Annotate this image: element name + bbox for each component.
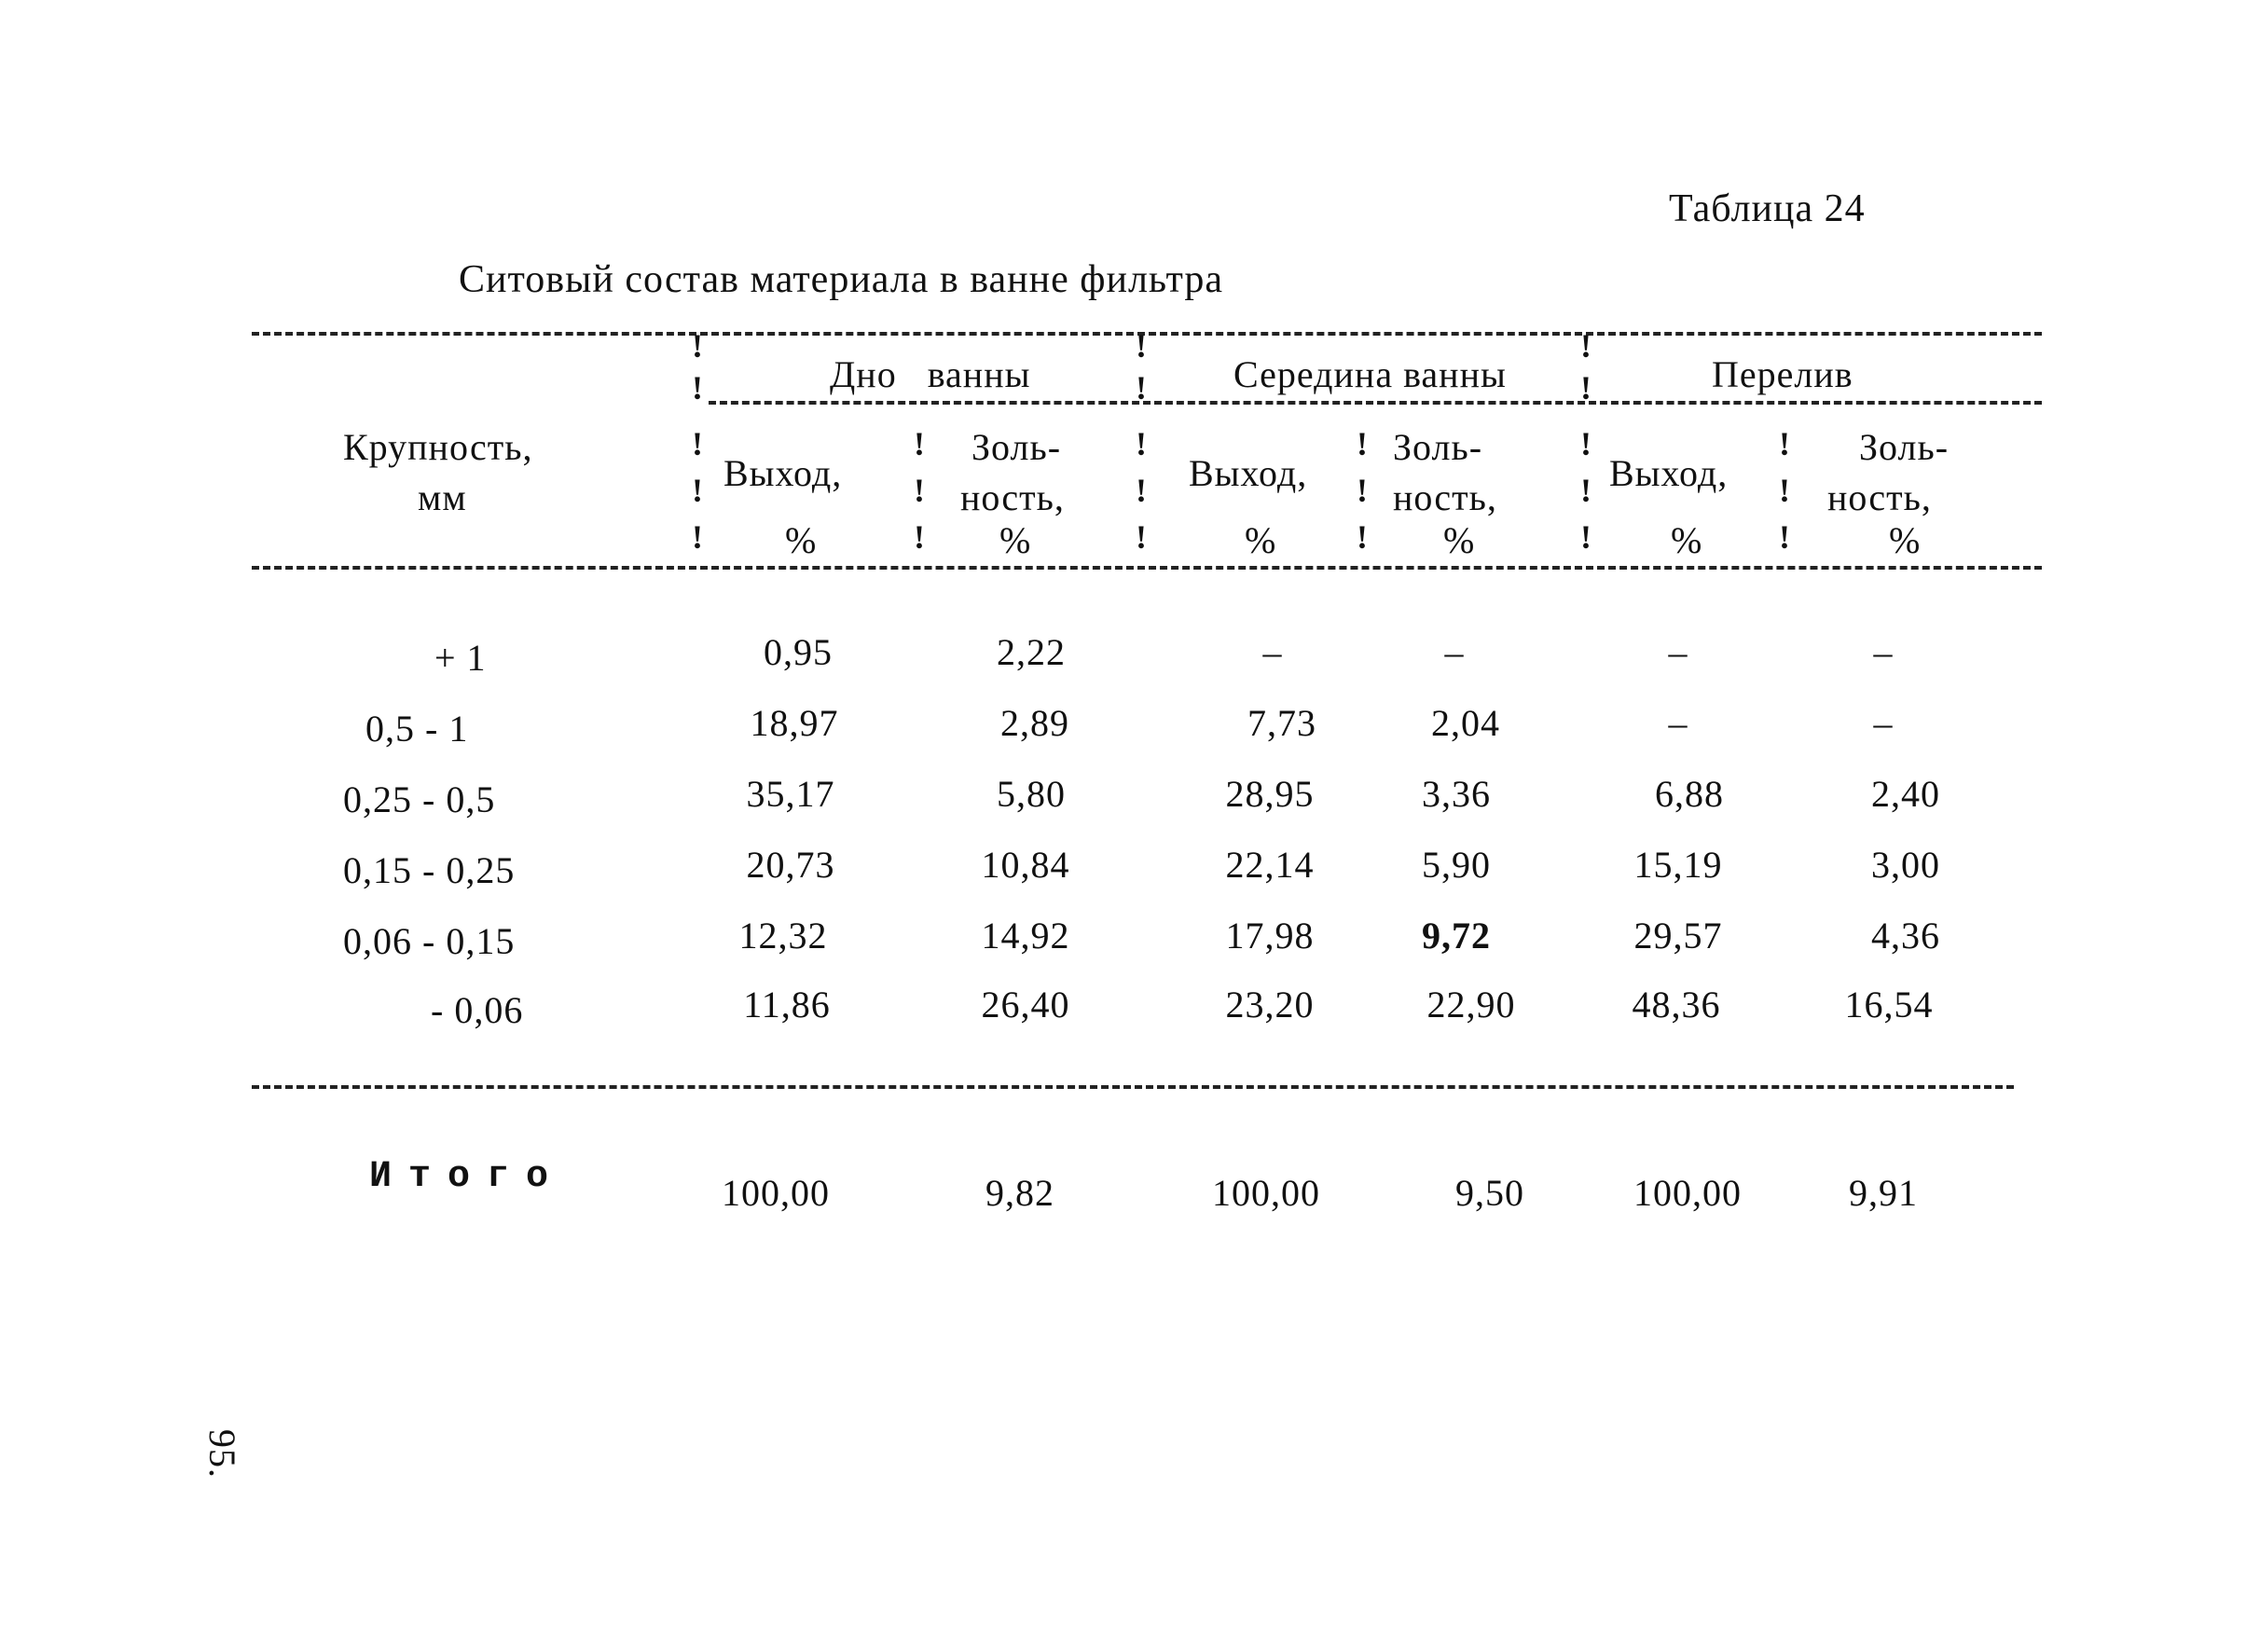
yield-unit-1: % [785, 519, 818, 561]
size-label: + 1 [434, 637, 487, 679]
table-cell: 4,36 [1871, 915, 1940, 957]
ash-header-3a: Золь- [1859, 426, 1950, 468]
table-cell: 22,90 [1426, 984, 1516, 1026]
table-cell: 3,00 [1871, 844, 1940, 886]
group-header-overflow: Перелив [1712, 353, 1853, 395]
total-cell: 9,91 [1849, 1172, 1918, 1214]
table-cell: 29,57 [1633, 915, 1723, 957]
table-caption: Ситовый состав материала в ванне фильтра [459, 258, 1223, 301]
table-cell: 11,86 [743, 984, 831, 1026]
ash-unit-3: % [1889, 519, 1922, 561]
table-cell: 2,40 [1871, 773, 1940, 815]
table-cell: 12,32 [738, 915, 828, 957]
table-cell: 28,95 [1225, 773, 1315, 815]
size-label: 0,5 - 1 [365, 708, 469, 750]
table-cell: 23,20 [1225, 984, 1315, 1026]
total-cell: 100,00 [722, 1172, 830, 1214]
yield-unit-3: % [1671, 519, 1703, 561]
group-header-bottom: Дно ванны [830, 353, 1031, 395]
total-cell: 100,00 [1633, 1172, 1742, 1214]
size-label: 0,15 - 0,25 [343, 849, 516, 891]
size-label: 0,25 - 0,5 [343, 778, 496, 820]
ash-header-1b: ность, [960, 476, 1065, 518]
total-cell: 100,00 [1212, 1172, 1320, 1214]
header-bottom-rule [252, 566, 2042, 570]
table-cell: 18,97 [750, 702, 839, 744]
ash-header-3b: ность, [1827, 476, 1932, 518]
table-cell: 9,72 [1422, 915, 1491, 957]
ash-header-1a: Золь- [971, 426, 1062, 468]
table-cell: 15,19 [1633, 844, 1723, 886]
table-cell: 0,95 [764, 631, 833, 673]
table-cell: 14,92 [981, 915, 1070, 957]
size-label: - 0,06 [431, 989, 524, 1031]
table-cell: 26,40 [981, 984, 1070, 1026]
table-cell: 35,17 [746, 773, 835, 815]
table-cell: 20,73 [746, 844, 835, 886]
table-cell: 10,84 [981, 844, 1070, 886]
table-cell: – [1262, 631, 1283, 673]
table-cell: 6,88 [1655, 773, 1724, 815]
yield-header-3: Выход, [1609, 452, 1729, 494]
yield-header-1: Выход, [723, 452, 843, 494]
page-number: 95. [201, 1429, 243, 1479]
size-header-line1: Крупность, [343, 426, 533, 468]
top-rule [252, 332, 2042, 336]
table-cell: 22,14 [1225, 844, 1315, 886]
size-label: 0,06 - 0,15 [343, 920, 516, 962]
ash-header-2a: Золь- [1393, 426, 1483, 468]
ash-header-2b: ность, [1393, 476, 1497, 518]
table-cell: – [1873, 631, 1894, 673]
body-bottom-rule [252, 1085, 2014, 1089]
table-cell: – [1668, 631, 1688, 673]
table-cell: 5,90 [1422, 844, 1491, 886]
table-cell: – [1873, 702, 1894, 744]
table-cell: 2,04 [1431, 702, 1500, 744]
yield-header-2: Выход, [1189, 452, 1308, 494]
group-rule [709, 401, 2042, 405]
table-cell: 5,80 [997, 773, 1066, 815]
ash-unit-2: % [1443, 519, 1476, 561]
total-cell: 9,50 [1455, 1172, 1524, 1214]
table-cell: – [1444, 631, 1465, 673]
table-cell: 16,54 [1844, 984, 1934, 1026]
table-label: Таблица 24 [1669, 187, 1866, 230]
table-cell: 17,98 [1225, 915, 1315, 957]
yield-unit-2: % [1245, 519, 1277, 561]
table-cell: 3,36 [1422, 773, 1491, 815]
total-label: Итого [369, 1156, 566, 1198]
ash-unit-1: % [999, 519, 1032, 561]
table-cell: 7,73 [1247, 702, 1316, 744]
table-cell: 2,89 [1000, 702, 1069, 744]
table-cell: 2,22 [997, 631, 1066, 673]
size-header-line2: мм [418, 476, 467, 518]
table-cell: 48,36 [1632, 984, 1721, 1026]
group-header-middle: Середина ванны [1233, 353, 1507, 395]
total-cell: 9,82 [985, 1172, 1054, 1214]
table-cell: – [1668, 702, 1688, 744]
